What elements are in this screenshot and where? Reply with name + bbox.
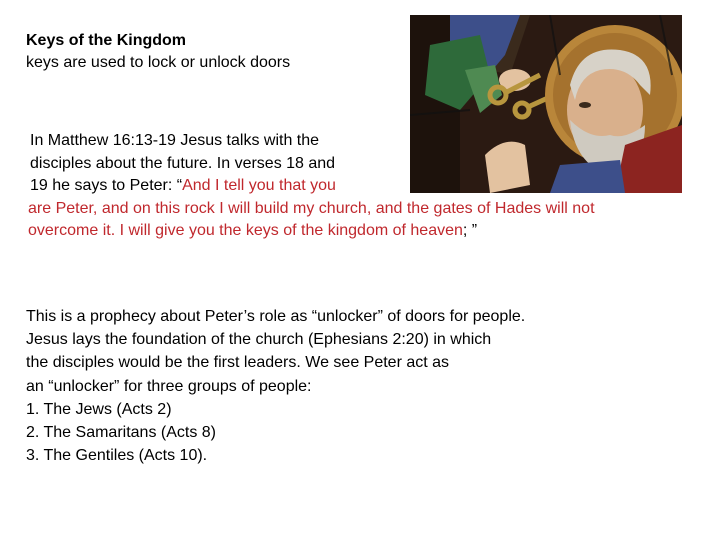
paragraph-text: ; ” — [462, 222, 478, 239]
paragraph-text: 19 he says to Peter: “ — [30, 177, 183, 194]
list-item: 2. The Samaritans (Acts 8) — [26, 424, 216, 442]
slide-subtitle: keys are used to lock or unlock doors — [26, 54, 291, 71]
quote-text: are Peter, and on this rock I will build my church, and the gates of Hades will not — [28, 199, 595, 217]
paragraph-line: Jesus lays the foundation of the church (Ephesians 2:20) in which — [26, 331, 492, 349]
paragraph-line: the disciples would be the first leaders. We see Peter act as — [26, 354, 450, 372]
slide-title: Keys of the Kingdom — [26, 32, 187, 49]
paragraph-line — [28, 220, 690, 243]
list-item: 1. The Jews (Acts 2) — [26, 400, 172, 418]
paragraph-line: an “unlocker” for three groups of people: — [26, 377, 312, 395]
paragraph-line: In Matthew 16:13-19 Jesus talks with the — [30, 132, 320, 149]
paragraph-line — [30, 175, 690, 198]
scripture-paragraph — [30, 130, 690, 243]
prophecy-paragraph — [26, 305, 666, 467]
paragraph-line: disciples about the future. In verses 18 and — [30, 154, 336, 172]
paragraph-line: This is a prophecy about Peter’s role as “unlocker” of doors for people. — [26, 308, 526, 325]
quote-text: And I tell you that you — [182, 177, 336, 194]
quote-text: overcome it. I will give you the keys of the kingdom of heaven — [28, 222, 463, 239]
list-item: 3. The Gentiles (Acts 10). — [26, 447, 208, 465]
title-block — [26, 30, 290, 74]
